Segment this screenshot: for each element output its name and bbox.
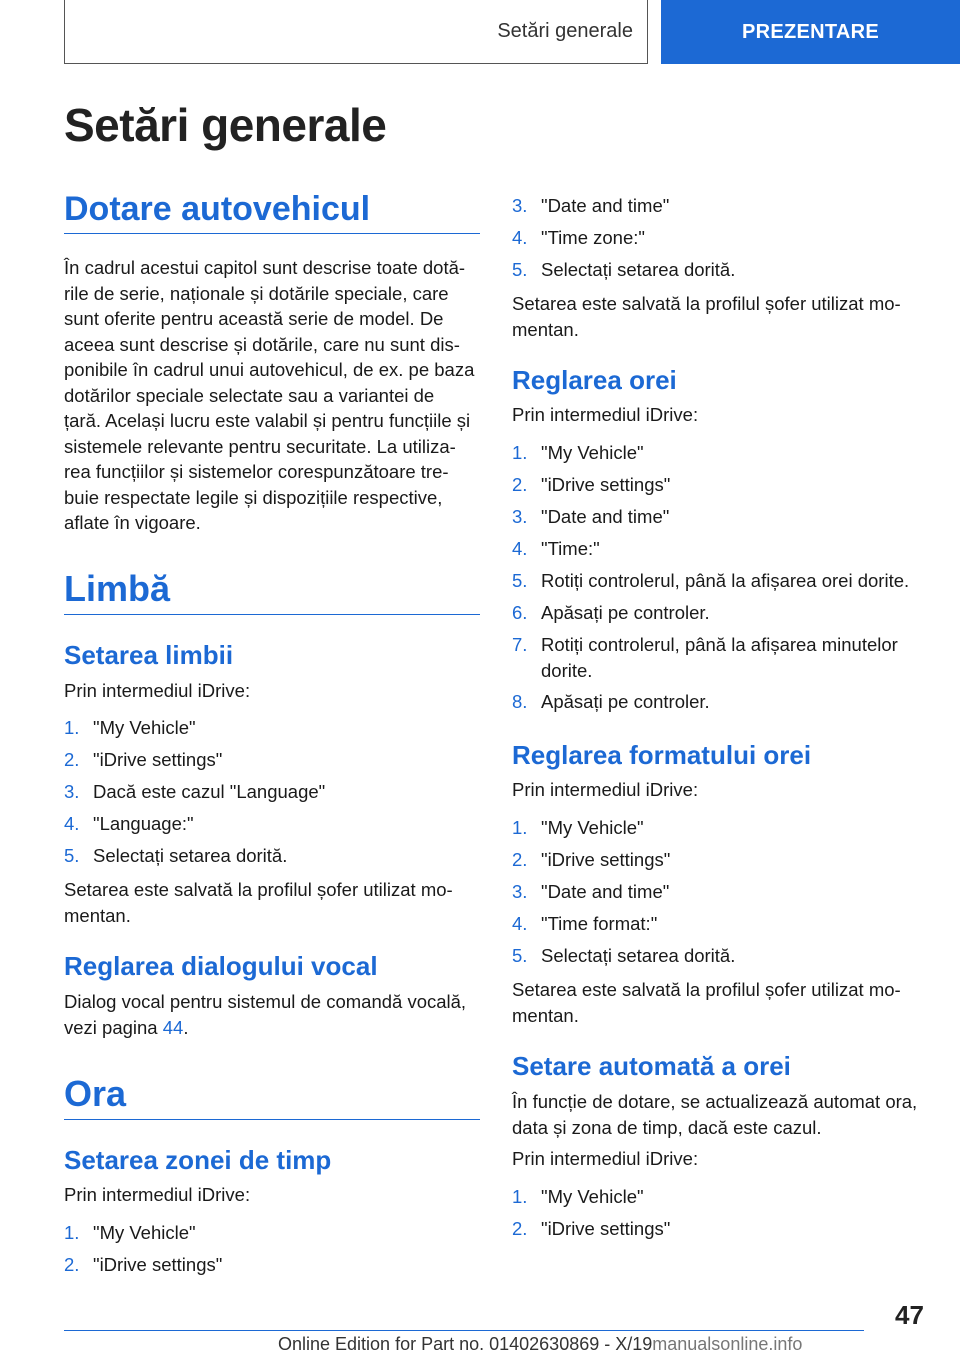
list-item <box>64 1252 482 1278</box>
note-line: Setarea este salvată la profilul șofer utilizat mo- <box>512 979 901 1000</box>
heading-setarea-limbii: Setarea limbii <box>64 640 234 670</box>
list-item <box>512 632 930 683</box>
step-text: Selectați setarea dorită. <box>93 845 288 866</box>
step-number: 5. <box>64 845 80 866</box>
heading-ora <box>64 1073 480 1120</box>
footer-divider <box>64 1330 864 1331</box>
step-number: 2. <box>64 1254 80 1275</box>
step-text: Rotiți controlerul, până la afișarea orei dorite. <box>541 570 910 591</box>
step-number: 3. <box>512 195 528 216</box>
page-title: Setări generale <box>64 99 387 151</box>
step-number: 4. <box>512 913 528 934</box>
step-text-line: dorite. <box>541 659 593 681</box>
step-text: Selectați setarea dorită. <box>541 945 736 966</box>
step-number: 8. <box>512 691 528 712</box>
step-number: 7. <box>512 634 528 655</box>
step-number: 4. <box>64 813 80 834</box>
step-text: "My Vehicle" <box>541 817 644 838</box>
automata-text <box>512 1089 930 1140</box>
automata-intro: Prin intermediul iDrive: <box>512 1148 699 1169</box>
note-line: mentan. <box>512 1004 579 1026</box>
header-chapter-tab[interactable] <box>661 0 960 64</box>
step-number: 1. <box>64 717 80 738</box>
header-section-label: Setări generale <box>497 20 633 42</box>
format-intro: Prin intermediul iDrive: <box>512 779 699 800</box>
step-number: 5. <box>512 570 528 591</box>
heading-reglarea-orei: Reglarea orei <box>512 365 677 395</box>
step-number: 5. <box>512 259 528 280</box>
step-text: "iDrive settings" <box>541 1218 671 1239</box>
note-line: Setarea este salvată la profilul șofer utilizat mo- <box>512 293 901 314</box>
list-item <box>64 779 482 805</box>
step-number: 4. <box>512 538 528 559</box>
dialog-line: vezi pagina <box>64 1016 163 1038</box>
step-text: Apăsați pe controler. <box>541 602 710 623</box>
step-text: "My Vehicle" <box>541 442 644 463</box>
list-item <box>512 600 930 626</box>
list-item <box>64 747 482 773</box>
note-line: mentan. <box>512 318 579 340</box>
heading-setarea-zonei-de-timp: Setarea zonei de timp <box>64 1145 332 1175</box>
step-number: 3. <box>512 881 528 902</box>
list-item <box>64 811 482 837</box>
list-item <box>512 257 930 283</box>
list-item <box>512 1184 930 1210</box>
footer-edition: Online Edition for Part no. 01402630869 - X/19 <box>278 1334 653 1354</box>
dotare-line: țară. Același lucru este valabil și pentru funcțiile și <box>64 410 471 431</box>
step-text: Selectați setarea dorită. <box>541 259 736 280</box>
footer <box>278 1334 802 1355</box>
setarea-limbii-intro: Prin intermediul iDrive: <box>64 680 251 701</box>
step-number: 5. <box>512 945 528 966</box>
zona-intro: Prin intermediul iDrive: <box>64 1184 251 1205</box>
heading-dotare-autovehicul: Dotare autovehicul <box>64 190 480 234</box>
step-text: "Time:" <box>541 538 600 559</box>
step-number: 1. <box>512 442 528 463</box>
step-text-line: Rotiți controlerul, până la afișarea minutelor <box>541 634 898 655</box>
list-item <box>64 715 482 741</box>
dialog-line: Dialog vocal pentru sistemul de comandă vocală, <box>64 991 467 1012</box>
step-text: "Date and time" <box>541 195 670 216</box>
automata-line: data și zona de timp, dacă este cazul. <box>512 1116 822 1138</box>
dotare-line: ponibile în cadrul unui autovehicul, de ex. pe baza <box>64 359 475 380</box>
list-item <box>512 689 930 715</box>
heading-reglarea-formatului-orei: Reglarea formatului orei <box>512 740 812 770</box>
step-text: "Time format:" <box>541 913 658 934</box>
step-number: 1. <box>512 1186 528 1207</box>
format-note <box>512 977 930 1028</box>
step-text: Dacă este cazul "Language" <box>93 781 326 802</box>
list-item <box>64 1220 482 1246</box>
list-item <box>512 504 930 530</box>
orei-intro: Prin intermediul iDrive: <box>512 404 699 425</box>
heading-setare-automata-a-orei: Setare automată a orei <box>512 1051 791 1081</box>
step-text: "My Vehicle" <box>93 717 196 738</box>
step-number: 3. <box>512 506 528 527</box>
heading-reglarea-dialogului-vocal: Reglarea dialogului vocal <box>64 951 378 981</box>
step-text: "iDrive settings" <box>541 474 671 495</box>
heading-limba-text: Limbă <box>64 568 171 609</box>
list-item <box>512 911 930 937</box>
footer-watermark: manualsonline.info <box>652 1334 803 1354</box>
dotare-line: aflate în vigoare. <box>64 512 201 533</box>
step-text: "iDrive settings" <box>541 849 671 870</box>
dotare-paragraph <box>64 255 482 536</box>
dotare-line: rea funcțiilor și sistemelor corespunzătoare tre- <box>64 461 449 482</box>
dotare-line: dotărilor speciale selectate sau a variantei de <box>64 384 435 406</box>
step-text: "My Vehicle" <box>541 1186 644 1207</box>
list-item <box>512 193 930 219</box>
step-number: 1. <box>64 1222 80 1243</box>
header-section-box <box>64 0 648 64</box>
setarea-limbii-note <box>64 877 482 928</box>
dotare-line: sunt oferite pentru această serie de model. De <box>64 308 444 329</box>
step-text: "Date and time" <box>541 881 670 902</box>
list-item <box>512 568 930 594</box>
list-item <box>512 879 930 905</box>
list-item <box>512 536 930 562</box>
step-number: 2. <box>512 1218 528 1239</box>
dialog-vocal-text <box>64 989 482 1040</box>
step-number: 4. <box>512 227 528 248</box>
list-item <box>512 440 930 466</box>
list-item <box>512 225 930 251</box>
dotare-line: sistemele relevante pentru securitate. La utiliza- <box>64 435 456 457</box>
heading-ora-text: Ora <box>64 1073 127 1114</box>
step-text: "iDrive settings" <box>93 1254 223 1275</box>
step-text: "Language:" <box>93 813 194 834</box>
step-number: 2. <box>512 849 528 870</box>
step-text: "My Vehicle" <box>93 1222 196 1243</box>
step-number: 3. <box>64 781 80 802</box>
note-line: Setarea este salvată la profilul șofer utilizat mo- <box>64 879 453 900</box>
zona-note <box>512 291 930 342</box>
dotare-line: aceea sunt descrise și dotările, care nu sunt dis- <box>64 333 460 355</box>
step-number: 1. <box>512 817 528 838</box>
page-link[interactable]: 44 <box>162 1016 184 1038</box>
step-text: Apăsați pe controler. <box>541 691 710 712</box>
automata-line: În funcție de dotare, se actualizează automat ora, <box>512 1091 918 1112</box>
dotare-line: buie respectate legile și dispozițiile respective, <box>64 486 443 508</box>
heading-limba <box>64 568 480 615</box>
note-line: mentan. <box>64 904 131 926</box>
list-item <box>512 1216 930 1242</box>
list-item <box>512 847 930 873</box>
list-item <box>512 943 930 969</box>
dotare-line: În cadrul acestui capitol sunt descrise toate dotă- <box>64 257 466 278</box>
list-item <box>512 815 930 841</box>
list-item <box>512 472 930 498</box>
step-text <box>541 632 930 683</box>
step-text: "iDrive settings" <box>93 749 223 770</box>
step-number: 2. <box>64 749 80 770</box>
step-number: 6. <box>512 602 528 623</box>
dialog-line-end: . <box>183 1016 189 1038</box>
page-number: 47 <box>895 1300 924 1330</box>
header-chapter-label: PREZENTARE <box>741 20 880 43</box>
list-item <box>64 843 482 869</box>
step-number: 2. <box>512 474 528 495</box>
step-text: "Time zone:" <box>541 227 645 248</box>
step-text: "Date and time" <box>541 506 670 527</box>
dotare-line: rile de serie, naționale și dotările speciale, care <box>64 282 449 304</box>
